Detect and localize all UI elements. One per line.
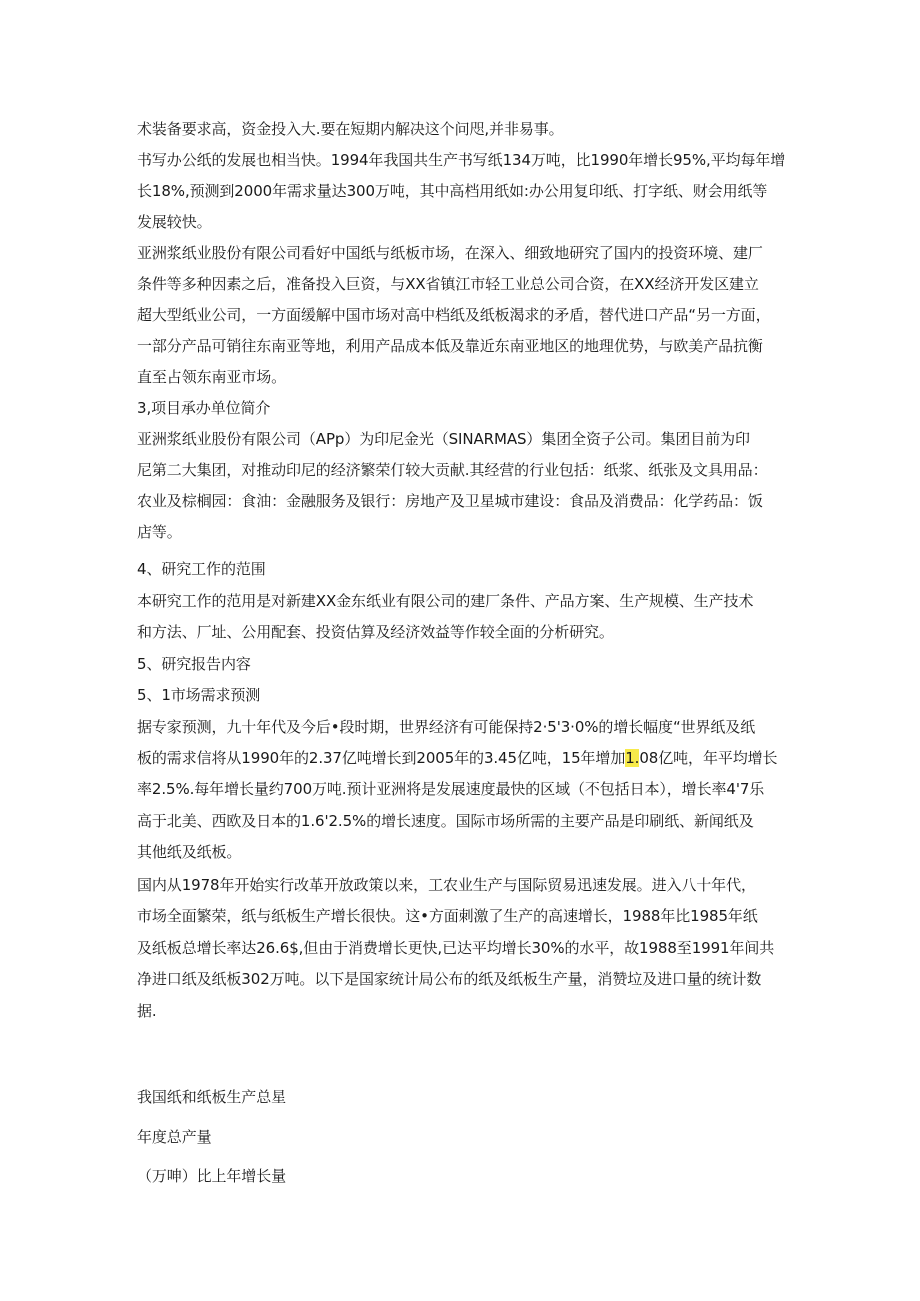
text-line: 条件等多种因素之后，准备投入巨资，与XX省镇江市轻工业总公司合资，在XX经济开发区建立 xyxy=(137,275,759,293)
text-line-highlighted xyxy=(137,745,777,771)
text-line: 据. xyxy=(137,1002,157,1020)
table-title: 我国纸和纸板生产总星 xyxy=(137,1088,287,1106)
section-heading: 4、研究工作的范围 xyxy=(137,560,266,578)
text-line: 一部分产品可销往东南亚等地，利用产品成本低及靠近东南亚地区的地理优势，与欧美产品抗衡 xyxy=(137,337,763,355)
text-line: 直至占领东南亚市场。 xyxy=(137,368,287,386)
text-line: 和方法、厂址、公用配套、投资估算及经济效益等作较全面的分析研究。 xyxy=(137,623,614,641)
text-line: 市场全面繁荣，纸与纸板生产增长很快。这•方面刺激了生产的高速增长，1988年比1985年纸 xyxy=(137,907,758,925)
text-line: 其他纸及纸板。 xyxy=(137,843,242,861)
text-line: 据专家预测，九十年代及今后•段时期，世界经济有可能保持2·5'3·0%的增长幅度“世界纸及纸 xyxy=(137,718,756,736)
highlighted-text: 1. xyxy=(625,749,640,767)
text-line: 国内从1978年开始实行改革开放政策以来，工农业生产与国际贸易迅速发展。进入八十年代， xyxy=(137,876,756,894)
section-heading: 3,项目承办单位简介 xyxy=(137,399,271,417)
text-line: 亚洲浆纸业股份有限公司（APp）为印尼金光（SINARMAS）集团全资子公司。集团目前为印 xyxy=(137,430,750,448)
text-line: 发展较快。 xyxy=(137,213,212,231)
text-line: 尼第二大集团，对推动印尼的经济繁荣仃较大贡献.其经营的行业包括：纸浆、纸张及文具用品： xyxy=(137,461,768,479)
text-line: 农业及棕榈园：食油：金融服务及银行：房地产及卫星城市建设：食品及消费品：化学药品：饭 xyxy=(137,492,763,510)
table-header: 年度总产量 xyxy=(137,1128,212,1146)
text-segment: 08亿吨，年平均增长 xyxy=(639,749,778,767)
section-heading: 5、研究报告内容 xyxy=(137,655,251,673)
section-heading: 5、1市场需求预测 xyxy=(137,686,261,704)
text-segment: 板的需求信将从1990年的2.37亿吨增长到2005年的3.45亿吨，15年增加 xyxy=(137,749,626,767)
table-header: （万呻）比上年增长量 xyxy=(137,1167,287,1185)
text-line: 及纸板总增长率达26.6$,但由于消费增长更快,已达平均增长30%的水平，故1988至1991年间共 xyxy=(137,939,775,957)
text-line: 术装备要求高，资金投入大.要在短期内解决这个问咫,并非易事。 xyxy=(137,120,564,138)
text-line: 超大型纸业公司，一方面缓解中国市场对高中档纸及纸板渴求的矛盾，替代进口产品“另一方面， xyxy=(137,306,771,324)
text-line: 本研究工作的范用是对新建XX金东纸业有限公司的建厂条件、产品方案、生产规模、生产技术 xyxy=(137,592,754,610)
text-line: 净进口纸及纸板302万吨。以下是国家统计局公布的纸及纸板生产量，消赞垃及进口量的统计数 xyxy=(137,970,762,988)
text-line: 亚洲浆纸业股份有限公司看好中国纸与纸板市场，在深入、细致地研究了国内的投资环境、建厂 xyxy=(137,244,763,262)
text-line: 长18%,预测到2000年需求量达300万吨，其中高档用纸如:办公用复印纸、打字纸、财会用纸等 xyxy=(137,182,768,200)
text-line: 高于北美、西欧及日本的1.6'2.5%的增长速度。国际市场所需的主要产品是印刷纸、新闻纸及 xyxy=(137,812,754,830)
text-line: 率2.5%.每年增长量约700万吨.预计亚洲将是发展速度最快的区域（不包括日本），增长率4'7乐 xyxy=(137,780,765,798)
text-line: 书写办公纸的发展也相当快。1994年我国共生产书写纸134万吨，比1990年增长95%,平均每年增 xyxy=(137,151,786,169)
text-line: 店等。 xyxy=(137,523,182,541)
